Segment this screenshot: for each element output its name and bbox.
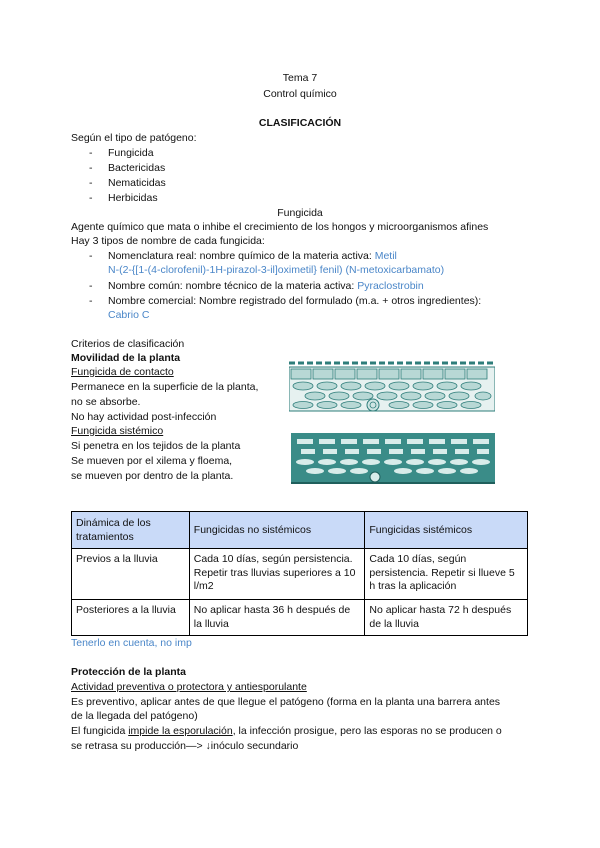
proteccion-text <box>71 724 502 739</box>
table-cell: Posteriores a la lluvia <box>72 600 190 636</box>
table-row <box>72 600 528 636</box>
sistemico-line: Si penetra en los tejidos de la planta <box>71 440 241 452</box>
clasificacion-intro: Según el tipo de patógeno: <box>71 132 197 144</box>
topic-number: Tema 7 <box>282 72 318 84</box>
list-item: Bactericidas <box>108 162 166 174</box>
systemic-fungicide-leaf-illustration <box>291 431 495 485</box>
table-cell: No aplicar hasta 36 h después de la lluvia <box>189 600 365 636</box>
contacto-line: No hay actividad post-infección <box>71 411 217 423</box>
proteccion-text: de la llegada del patógeno) <box>71 710 198 722</box>
comun-label: Nombre común: nombre técnico de la materia activa: <box>108 280 358 292</box>
proteccion-text-part: , la infección prosigue, pero las esporas no se producen o <box>232 725 502 737</box>
comun-value: Pyraclostrobin <box>357 280 424 292</box>
fungicida-heading: Fungicida <box>277 207 323 219</box>
fungicida-definition: Agente químico que mata o inhibe el crecimiento de los hongos y microorganismos afines <box>71 221 489 233</box>
table-header-cell: Fungicidas sistémicos <box>365 512 528 549</box>
bullet-dash: - <box>89 280 93 292</box>
contact-fungicide-leaf-illustration <box>289 359 495 415</box>
bullet-dash: - <box>89 192 93 204</box>
comercial-label: Nombre comercial: Nombre registrado del formulado (m.a. + otros ingredientes): <box>108 295 482 307</box>
bullet-dash: - <box>89 177 93 189</box>
page-subtitle: Control químico <box>263 88 337 100</box>
tipos-intro: Hay 3 tipos de nombre de cada fungicida: <box>71 235 265 247</box>
contacto-line: Permanece en la superficie de la planta, <box>71 381 259 393</box>
proteccion-subheading: Actividad preventiva o protectora y antiesporulante <box>71 681 307 693</box>
list-item: Nematicidas <box>108 177 166 189</box>
movilidad-heading: Movilidad de la planta <box>71 352 181 364</box>
table-cell: No aplicar hasta 72 h después de la lluvia <box>365 600 528 636</box>
bullet-dash: - <box>89 147 93 159</box>
list-item: Herbicidas <box>108 192 158 204</box>
table-note: Tenerlo en cuenta, no imp <box>71 637 192 649</box>
bullet-dash: - <box>89 250 93 262</box>
contacto-line: no se absorbe. <box>71 396 141 408</box>
proteccion-text: se retrasa su producción—> ↓inóculo secundario <box>71 740 299 752</box>
list-item: Fungicida <box>108 147 154 159</box>
table-cell: Cada 10 días, según persistencia. Repetir si llueve 5 h tras la aplicación <box>365 549 528 600</box>
sistemico-line: se mueven por dentro de la planta. <box>71 470 234 482</box>
table-cell: Previos a la lluvia <box>72 549 190 600</box>
nomenclatura-item <box>108 249 397 264</box>
table-row <box>72 549 528 600</box>
bullet-dash: - <box>89 162 93 174</box>
table-header-row <box>72 512 528 549</box>
table-cell: Cada 10 días, según persistencia. Repetir tras lluvias superiores a 10 l/m2 <box>189 549 365 600</box>
sistemico-title: Fungicida sistémico <box>71 425 164 437</box>
bullet-dash: - <box>89 295 93 307</box>
table-header-cell: Dinámica de los tratamientos <box>72 512 190 549</box>
nomenclatura-value-cont: N-(2-{[1-(4-clorofenil)-1H-pirazol-3-il]oximetil} fenil) (N-metoxicarbamato) <box>108 264 445 276</box>
criterios-heading: Criterios de clasificación <box>71 338 185 350</box>
sistemico-line: Se mueven por el xilema y floema, <box>71 455 233 467</box>
table-header-cell: Fungicidas no sistémicos <box>189 512 365 549</box>
esporulacion-underlined: impide la esporulación <box>128 725 233 737</box>
nomenclatura-value: Metil <box>374 250 397 262</box>
contacto-title: Fungicida de contacto <box>71 366 174 378</box>
proteccion-text: Es preventivo, aplicar antes de que llegue el patógeno (forma en la planta una barrera antes <box>71 696 501 708</box>
treatments-table <box>71 511 528 636</box>
nomenclatura-label: Nomenclatura real: nombre químico de la materia activa: <box>108 250 375 262</box>
section-heading-clasificacion: CLASIFICACIÓN <box>258 117 342 129</box>
comun-item <box>108 279 424 294</box>
proteccion-heading: Protección de la planta <box>71 666 186 678</box>
comercial-value: Cabrio C <box>108 309 150 321</box>
proteccion-text-part: El fungicida <box>71 725 129 737</box>
